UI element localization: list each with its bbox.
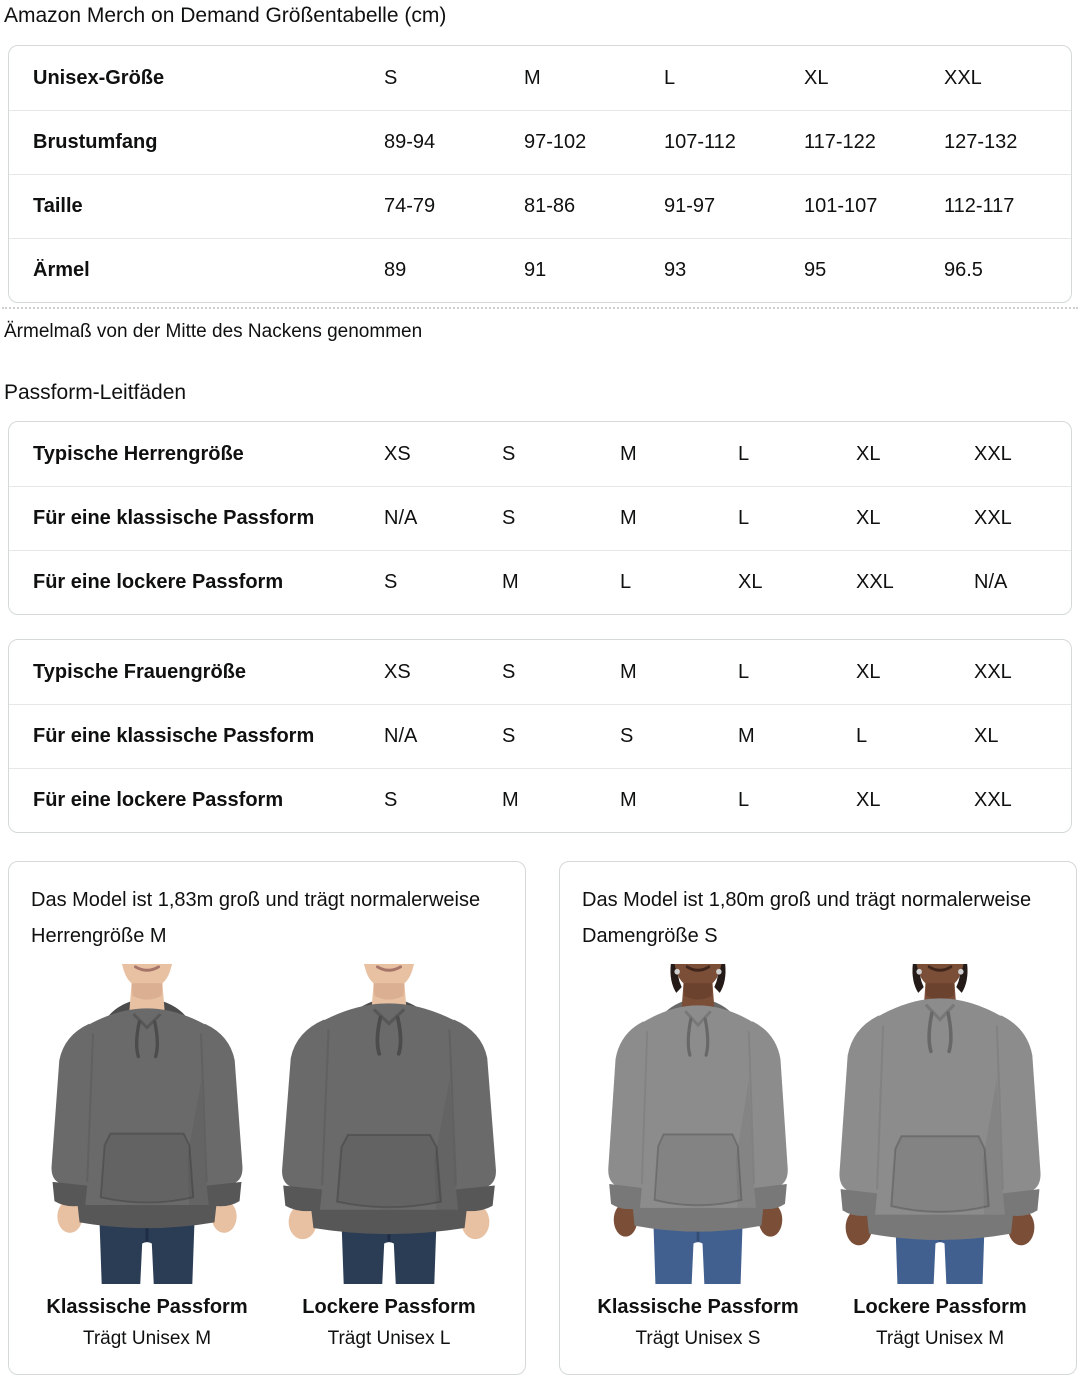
size_table-row-label: Brustumfang [33, 131, 158, 154]
mens_fit_table-value: M [502, 571, 519, 594]
model-figures [31, 964, 505, 1350]
fit-label: Lockere Passform [302, 1296, 476, 1319]
mens_fit_table-value: XL [856, 507, 881, 530]
mens_fit_table-row-label: Typische Herrengröße [33, 442, 244, 465]
fit-label: Lockere Passform [853, 1296, 1027, 1319]
womens_fit_table-value: XL [856, 789, 881, 812]
womens_fit_table-value: L [856, 725, 868, 748]
size-label: Trägt Unisex M [875, 1328, 1005, 1350]
model-figures [582, 964, 1056, 1350]
mens_fit_table-value: M [620, 507, 637, 530]
size-label: Trägt Unisex S [635, 1328, 761, 1350]
table-row [9, 422, 1071, 486]
size_table-row-label: Unisex-Größe [33, 66, 165, 89]
fit-label: Klassische Passform [46, 1296, 248, 1319]
mens_fit_table-value: XXL [974, 442, 1012, 465]
womens-fit-table [8, 639, 1072, 833]
size_table-value: 101-107 [804, 195, 878, 218]
mens_fit_table-value: XL [738, 571, 763, 594]
womens_fit_table-row-label: Für eine klassische Passform [33, 725, 315, 748]
unisex-size-table [8, 45, 1072, 303]
mens_fit_table-value: XXL [974, 507, 1012, 530]
mens_fit_table-value: L [738, 507, 750, 530]
size_table-value: 127-132 [944, 131, 1018, 154]
size_table-value: 91 [524, 259, 547, 282]
table-row [9, 550, 1071, 614]
sleeve-measure-note: Ärmelmaß von der Mitte des Nackens genommen [4, 321, 423, 343]
size_table-value: 93 [664, 259, 687, 282]
model-photo-loose-fit [828, 964, 1052, 1284]
mens_fit_table-value: XXL [856, 571, 894, 594]
size_table-value: XXL [944, 66, 982, 89]
mens_fit_table-value: S [502, 507, 516, 530]
womens_fit_table-value: M [620, 789, 637, 812]
model-photo-classic-fit [586, 964, 810, 1284]
size_table-value: 81-86 [524, 195, 576, 218]
womens_fit_table-value: S [384, 789, 398, 812]
womens_fit_table-value: N/A [384, 725, 418, 748]
table-row [9, 640, 1071, 704]
table-row [9, 46, 1071, 110]
size_table-value: 107-112 [664, 131, 736, 154]
size_table-value: 97-102 [524, 131, 587, 154]
size-label: Trägt Unisex M [82, 1328, 212, 1350]
womens_fit_table-value: XXL [974, 660, 1012, 683]
size_table-row-label: Ärmel [33, 259, 90, 282]
mens_fit_table-value: N/A [384, 507, 418, 530]
mens_fit_table-value: M [620, 442, 637, 465]
womens_fit_table-value: XXL [974, 789, 1012, 812]
mens_fit_table-value: S [384, 571, 398, 594]
womens_fit_table-value: L [738, 789, 750, 812]
page-title: Amazon Merch on Demand Größentabelle (cm) [4, 4, 447, 27]
size_table-value: 96.5 [944, 259, 983, 282]
model-cards-row [8, 861, 1072, 1375]
dashed-divider [2, 307, 1078, 309]
womens_fit_table-value: XL [974, 725, 999, 748]
size-label: Trägt Unisex L [327, 1328, 451, 1350]
womens_fit_table-value: M [738, 725, 755, 748]
mens_fit_table-row-label: Für eine klassische Passform [33, 507, 315, 530]
size_table-value: S [384, 66, 398, 89]
size_table-value: 89-94 [384, 131, 436, 154]
size_table-value: L [664, 66, 676, 89]
mens_fit_table-row-label: Für eine lockere Passform [33, 571, 284, 594]
table-row [9, 768, 1071, 832]
mens_fit_table-value: XS [384, 442, 411, 465]
size_table-row-label: Taille [33, 195, 83, 218]
womens_fit_table-value: XL [856, 660, 881, 683]
figure-classic-fit [582, 964, 814, 1350]
size_table-value: XL [804, 66, 829, 89]
womens_fit_table-value: S [502, 660, 516, 683]
womens_fit_table-value: M [502, 789, 519, 812]
model-card-male [8, 861, 526, 1375]
fit-label: Klassische Passform [597, 1296, 799, 1319]
model-photo-loose-fit [277, 964, 501, 1284]
table-row [9, 174, 1071, 238]
model-card-description: Das Model ist 1,83m groß und trägt normalerweise Herrengröße M [31, 889, 481, 948]
womens_fit_table-row-label: Für eine lockere Passform [33, 789, 284, 812]
womens_fit_table-value: S [502, 725, 516, 748]
size_table-value: M [524, 66, 541, 89]
mens_fit_table-value: N/A [974, 571, 1008, 594]
size_table-value: 117-122 [804, 131, 876, 154]
mens_fit_table-value: XL [856, 442, 881, 465]
table-row [9, 238, 1071, 302]
mens-fit-table [8, 421, 1072, 615]
figure-loose-fit [824, 964, 1056, 1350]
womens_fit_table-value: XS [384, 660, 411, 683]
mens_fit_table-value: S [502, 442, 516, 465]
womens_fit_table-value: M [620, 660, 637, 683]
size_table-value: 95 [804, 259, 827, 282]
table-row [9, 704, 1071, 768]
figure-classic-fit [31, 964, 263, 1350]
model-photo-classic-fit [35, 964, 259, 1284]
womens_fit_table-value: S [620, 725, 634, 748]
model-card-description: Das Model ist 1,80m groß und trägt normalerweise Damengröße S [582, 889, 1032, 948]
womens_fit_table-value: L [738, 660, 750, 683]
size_table-value: 91-97 [664, 195, 716, 218]
size_table-value: 112-117 [944, 195, 1015, 218]
mens_fit_table-value: L [738, 442, 750, 465]
figure-loose-fit [273, 964, 505, 1350]
size_table-value: 74-79 [384, 195, 436, 218]
mens_fit_table-value: L [620, 571, 632, 594]
fit-guides-heading: Passform-Leitfäden [4, 381, 187, 405]
womens_fit_table-row-label: Typische Frauengröße [33, 660, 247, 683]
table-row [9, 486, 1071, 550]
model-card-female [559, 861, 1077, 1375]
size_table-value: 89 [384, 259, 407, 282]
table-row [9, 110, 1071, 174]
